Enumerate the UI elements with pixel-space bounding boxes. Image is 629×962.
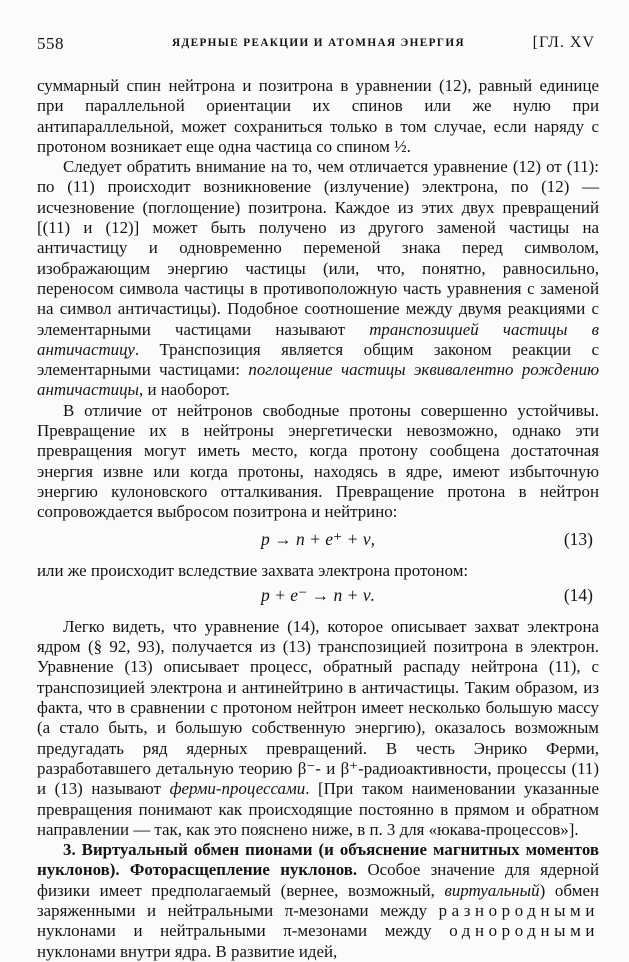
equation-number: (13) — [563, 528, 593, 549]
paragraph-text: ) обмен заряженными и нейтральными π-мезонами между — [37, 880, 599, 920]
paragraph-text: . Транспозиция является общим законом реакции с элементарными частицами: — [37, 339, 599, 380]
section-3-paragraph — [37, 840, 599, 962]
spaced-emphasis: однородными — [449, 921, 599, 941]
italic-term: ферми-процессами — [169, 779, 306, 799]
section-title: 3. Виртуальный обмен пионами (и объяснение магнитных моментов нуклонов). Фоторасщепление нуклонов. — [37, 840, 599, 880]
paragraph-text: , и наоборот. — [139, 380, 230, 400]
paragraph-text: В отличие от нейтронов свободные протоны совершенно устойчивы. Превращение их в нейтроны энергетически невозможно, однако эти превращения могут иметь место, когда протону сообщена достаточная энергия извне или когда протоны, находясь в ядре, имеют избыточную энергию кулоновского отталкивания. Превращение протона в нейтрон сопровождается выбросом позитрона и нейтрино: — [37, 400, 599, 522]
paragraph-text: или же происходит вследствие захвата электрона протоном: — [37, 560, 469, 580]
paragraph-text: Особое значение для ядерной физики имеет предполагаемый (вернее, возможный, — [37, 860, 599, 900]
page-header — [37, 34, 599, 56]
paragraph-text: нуклонами и нейтральными π-мезонами между — [37, 921, 450, 941]
italic-term: транспозицией частицы в античастицу — [37, 319, 599, 359]
equation-13 — [37, 529, 599, 553]
paragraph-capture — [37, 561, 599, 581]
paragraph-protons — [37, 401, 599, 523]
running-title: ЯДЕРНЫЕ РЕАКЦИИ И АТОМНАЯ ЭНЕРГИЯ — [172, 37, 465, 49]
body-text — [37, 76, 599, 962]
paragraph-text: . [При таком наименовании указанные превращения понимают как происходящие постоянно в прямом и обратном направлении — так, как это пояснено ниже, в п. 3 для «юкава-процессов»]. — [37, 779, 599, 839]
chapter-label: [ГЛ. XV — [532, 34, 595, 51]
equation-expression: p + e⁻ → n + ν. — [260, 584, 375, 605]
paragraph-text: Легко видеть, что уравнение (14), которое описывает захват электрона ядром (§ 92, 93), получается из (13) транспозицией позитрона в электрон. Уравнение (13) описывает процесс, обратный распаду нейтрона (11), с транспозицией электрона и антинейтрино в античастицы. Таким образом, из факта, что в сравнении с протоном нейтрон имеет несколько большую массу (а стало быть, и большую собственную энергию), оказалось возможным предугадать ряд ядерных превращений. В честь Энрико Ферми, разработавшего детальную теорию β⁻- и β⁺-радиоактивности, процессы (11) и (13) называют — [37, 616, 599, 799]
paragraph-text: Следует обратить внимание на то, чем отличается уравнение (12) от (11): по (11) происходит возникновение (излучение) электрона, по (12) — исчезновение (поглощение) позитрона. Каждое из этих двух превращений [(11) и (12)] может быть получено из другого заменой частицы на античастицу и одновременно переменой знака перед символом, изображающим энергию частицы (или, что, понятно, равносильно, переносом символа частицы в противоположную часть уравнения с заменой на символ античастицы). Подобное соотношение между двумя реакциями с элементарными частицами называют — [37, 157, 599, 339]
italic-term: виртуальный — [444, 880, 540, 900]
equation-expression: p → n + e⁺ + ν, — [260, 528, 375, 549]
paragraph-fermi — [37, 617, 599, 840]
paragraph-transposition — [37, 157, 599, 401]
spaced-emphasis: разнородными — [438, 900, 599, 920]
page-number: 558 — [37, 34, 64, 53]
paragraph-text: нуклонами внутри ядра. В развитие идей, — [37, 941, 338, 961]
paragraph-text: суммарный спин нейтрона и позитрона в уравнении (12), равный единице при параллельной ориентации их спинов или же нулю при антипараллельной, может сохраниться только в том случае, если наряду с протоном возникает еще одна частица со спином ½. — [37, 76, 599, 156]
italic-law: поглощение частицы эквивалентно рождению античастицы — [37, 360, 599, 400]
equation-number: (14) — [563, 584, 593, 605]
paragraph-continuation — [37, 76, 599, 157]
equation-14 — [37, 585, 599, 609]
